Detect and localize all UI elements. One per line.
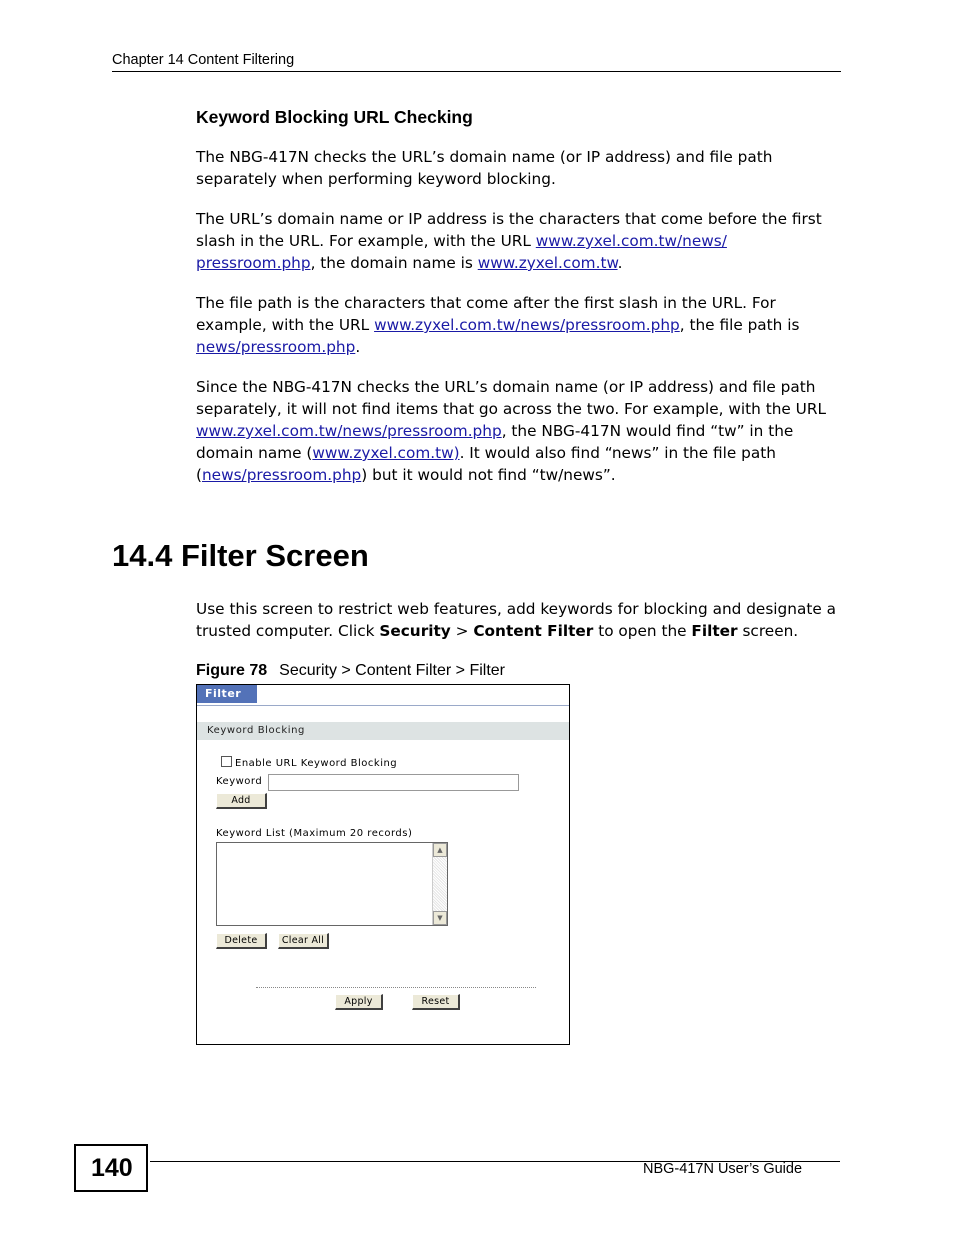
paragraph-3 <box>196 292 846 358</box>
header-rule <box>112 71 841 72</box>
section-heading: Keyword Blocking URL Checking <box>196 107 473 127</box>
enable-keyword-blocking-checkbox[interactable] <box>221 756 232 767</box>
keyword-list[interactable] <box>216 842 448 926</box>
reset-button[interactable]: Reset <box>412 994 460 1010</box>
url-link-path[interactable]: news/pressroom.php <box>196 338 356 356</box>
url-link-full-b[interactable]: pressroom.php <box>196 254 311 272</box>
paragraph-4-text-a: Since the NBG-417N checks the URL’s domain name (or IP address) and file path separately, it will not find items that go across the two. For example, with the URL <box>196 378 827 418</box>
paragraph-4-text-d: ) but it would not find “tw/news”. <box>361 466 616 484</box>
paragraph-2-text-c: . <box>617 254 623 272</box>
page-number: 140 <box>74 1144 148 1192</box>
figure-label: Figure 78 <box>196 662 268 679</box>
intro-paragraph <box>196 598 846 642</box>
enable-keyword-blocking-label: Enable URL Keyword Blocking <box>235 758 398 769</box>
paragraph-3-text-b: , the file path is <box>679 316 800 334</box>
paragraph-3-text-c: . <box>355 338 361 356</box>
scroll-up-icon[interactable]: ▲ <box>433 843 447 857</box>
paragraph-2-text-b: , the domain name is <box>310 254 478 272</box>
intro-bold-filter: Filter <box>691 622 738 640</box>
url-link-path[interactable]: news/pressroom.php <box>201 466 362 484</box>
keyword-input[interactable] <box>268 774 519 791</box>
delete-button[interactable]: Delete <box>216 933 267 949</box>
filter-screen-figure <box>196 684 570 1045</box>
intro-text-c: > <box>450 622 474 640</box>
apply-button[interactable]: Apply <box>335 994 383 1010</box>
url-link-full[interactable]: www.zyxel.com.tw/news/pressroom.php <box>196 422 502 440</box>
keyword-blocking-section-bar <box>197 722 569 740</box>
paragraph-4 <box>196 376 846 486</box>
paragraph-3-text-a: The file path is the characters that come after the first slash in the URL. For example, with the URL <box>196 294 776 334</box>
tab-bar <box>197 685 569 706</box>
url-link-domain[interactable]: www.zyxel.com.tw <box>477 254 618 272</box>
url-link-full-a[interactable]: www.zyxel.com.tw/news/ <box>535 232 727 250</box>
paragraph-4-text-c: . It would also find “news” in the file path ( <box>196 444 776 484</box>
intro-text-e: screen. <box>737 622 799 640</box>
intro-bold-content-filter: Content Filter <box>473 622 594 640</box>
url-link-full[interactable]: www.zyxel.com.tw/news/pressroom.php <box>374 316 680 334</box>
figure-caption <box>196 662 505 680</box>
main-heading: 14.4 Filter Screen <box>112 538 369 573</box>
guide-title: NBG-417N User’s Guide <box>643 1161 803 1177</box>
section-title: Keyword Blocking <box>207 725 305 736</box>
paragraph-1-text: The NBG-417N checks the URL’s domain name (or IP address) and file path separately when performing keyword blocking. <box>196 148 773 188</box>
paragraph-2-text-a: The URL’s domain name or IP address is the characters that come before the first slash in the URL. For example, with the URL <box>196 210 822 250</box>
paragraph-1 <box>196 146 846 190</box>
scroll-down-icon[interactable]: ▼ <box>433 911 447 925</box>
tab-filter[interactable]: Filter <box>197 685 257 703</box>
keyword-list-label: Keyword List (Maximum 20 records) <box>216 828 413 839</box>
keyword-label: Keyword <box>216 776 263 787</box>
url-link-domain[interactable]: www.zyxel.com.tw) <box>312 444 460 462</box>
keyword-list-scrollbar[interactable] <box>432 843 447 925</box>
intro-text-d: to open the <box>593 622 692 640</box>
paragraph-4-text-b: , the NBG-417N would find “tw” in the domain name ( <box>196 422 794 462</box>
intro-text-a: Use this screen to restrict web features, add keywords for blocking and designate a trusted computer. Click <box>196 600 836 640</box>
intro-bold-security: Security <box>379 622 451 640</box>
paragraph-2 <box>196 208 846 274</box>
add-button[interactable]: Add <box>216 793 267 809</box>
chapter-header: Chapter 14 Content Filtering <box>112 52 295 68</box>
clear-all-button[interactable]: Clear All <box>278 933 329 949</box>
figure-caption-text: Security > Content Filter > Filter <box>279 662 505 679</box>
button-divider <box>256 987 536 988</box>
